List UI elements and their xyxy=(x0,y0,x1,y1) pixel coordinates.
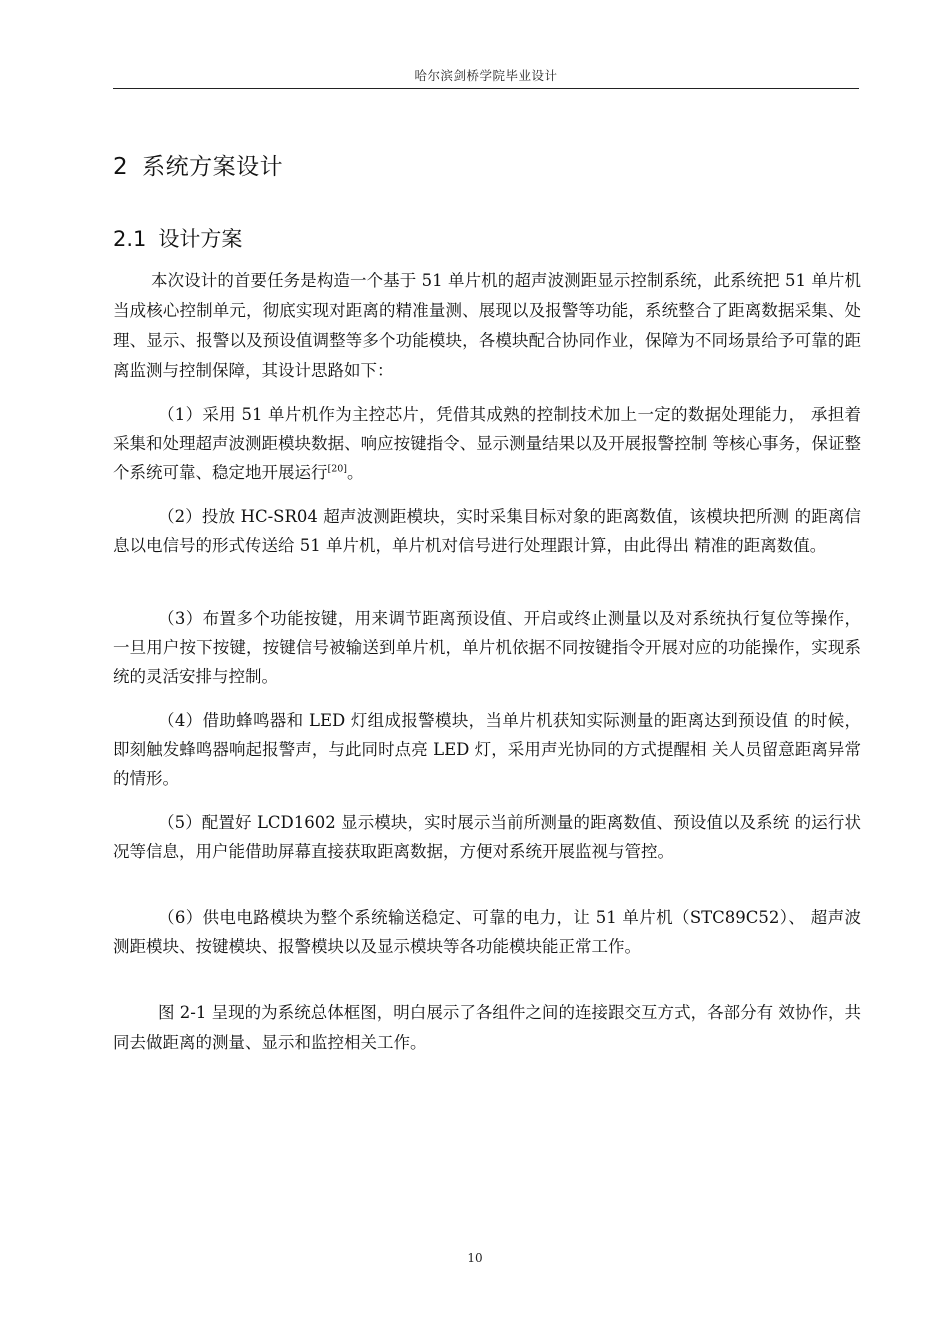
chapter-title: 系统方案设计 xyxy=(142,154,284,180)
section-number: 2.1 xyxy=(113,227,147,251)
list-item-5: （5）配置好 LCD1602 显示模块，实时展示当前所测量的距离数值、预设值以及系统 的运行状况等信息，用户能借助屏幕直接获取距离数据，方便对系统开展监视与管控。 xyxy=(113,813,861,861)
section-title: 设计方案 xyxy=(158,227,243,251)
list-item-6: （6）供电电路模块为整个系统输送稳定、可靠的电力，让 51 单片机（STC89C52）、 超声波测距模块、按键模块、报警模块以及显示模块等各功能模块能正常工作。 xyxy=(113,908,861,956)
list-item-1-text: （1）采用 51 单片机作为主控芯片，凭借其成熟的控制技术加上一定的数据处理能力， 承担着采集和处理超声波测距模块数据、响应按键指令、显示测量结果以及开展报警控制 等核心事务，保证整个系统可靠、稳定地开展运行 xyxy=(113,405,861,482)
chapter-heading xyxy=(113,148,283,181)
list-item-3: （3）布置多个功能按键，用来调节距离预设值、开启或终止测量以及对系统执行复位等操作，一旦用户按下按键，按键信号被输送到单片机，单片机依据不同按键指令开展对应的功能操作，实现系统的灵活安排与控制。 xyxy=(113,609,861,686)
list-item-1-tail: 。 xyxy=(347,463,364,482)
running-header: 哈尔滨剑桥学院毕业设计 xyxy=(414,68,558,83)
figure-reference-paragraph: 图 2-1 呈现的为系统总体框图，明白展示了各组件之间的连接跟交互方式，各部分有 效协作，共同去做距离的测量、显示和监控相关工作。 xyxy=(113,1003,861,1052)
list-item-4: （4）借助蜂鸣器和 LED 灯组成报警模块，当单片机获知实际测量的距离达到预设值 的时候，即刻触发蜂鸣器响起报警声，与此同时点亮 LED 灯，采用声光协同的方式提醒相 关人员留意距离异常的情形。 xyxy=(113,711,861,788)
page-number: 10 xyxy=(467,1251,483,1265)
section-heading xyxy=(113,223,242,253)
list-item-1 xyxy=(113,400,861,487)
chapter-number: 2 xyxy=(113,154,129,180)
intro-paragraph: 本次设计的首要任务是构造一个基于 51 单片机的超声波测距显示控制系统，此系统把 51 单片机当成核心控制单元，彻底实现对距离的精准量测、展现以及报警等功能，系统整合了距离数据采集、处理、显示、报警以及预设值调整等多个功能模块，各模块配合协同作业，保障为不同场景给予可靠的距离监测与控制保障，其设计思路如下： xyxy=(113,271,861,380)
citation-marker: [20] xyxy=(327,463,348,475)
list-item-2: （2）投放 HC-SR04 超声波测距模块，实时采集目标对象的距离数值，该模块把所测 的距离信息以电信号的形式传送给 51 单片机，单片机对信号进行处理跟计算，由此得出 精准的距离数值。 xyxy=(113,507,861,555)
header-rule xyxy=(113,88,859,89)
